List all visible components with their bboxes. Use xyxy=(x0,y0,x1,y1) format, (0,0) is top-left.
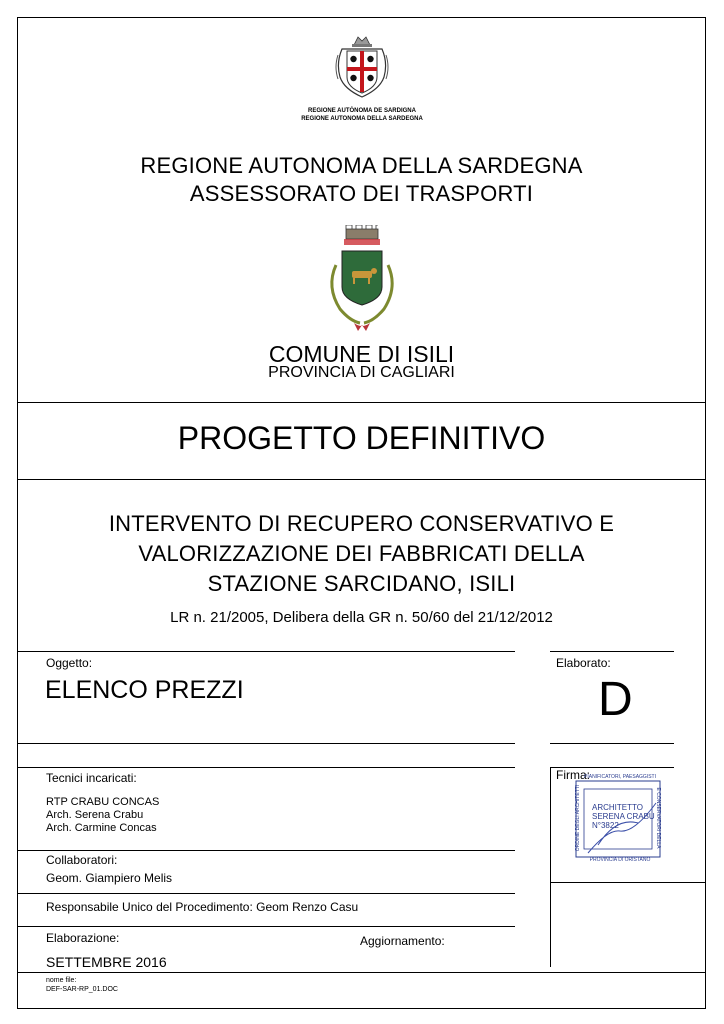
isili-coat-of-arms-icon xyxy=(322,225,402,335)
tecnico-name: Arch. Serena Crabu xyxy=(46,809,144,821)
collaboratori-label: Collaboratori: xyxy=(46,853,118,867)
separator xyxy=(17,926,515,927)
region-title: REGIONE AUTONOMA DELLA SARDEGNA xyxy=(140,153,583,178)
tecnici-list xyxy=(46,796,159,835)
elaborato-value: D xyxy=(598,673,633,726)
project-title: PROGETTO DEFINITIVO xyxy=(177,420,546,456)
elaborazione-value: SETTEMBRE 2016 xyxy=(46,954,167,970)
stamp-name xyxy=(592,803,655,830)
stamp-right: E CONSERVATORI DELLA xyxy=(655,787,661,849)
subject-label: Oggetto: xyxy=(46,656,93,670)
sardinia-coat-of-arms-icon xyxy=(332,33,392,105)
firma-label: Firma: xyxy=(556,768,590,782)
stamp-top: PIANIFICATORI, PAESAGGISTI xyxy=(584,774,656,780)
separator xyxy=(17,850,515,851)
description-line-2: VALORIZZAZIONE DEI FABBRICATI DELLA xyxy=(138,541,585,566)
vertical-divider xyxy=(550,767,551,967)
separator xyxy=(17,651,515,652)
tecnico-name: RTP CRABU CONCAS xyxy=(46,796,160,808)
separator xyxy=(17,893,515,894)
province-title: PROVINCIA DI CAGLIARI xyxy=(268,364,455,381)
tecnico-name: Arch. Carmine Concas xyxy=(46,822,157,834)
description-line-1: INTERVENTO DI RECUPERO CONSERVATIVO E xyxy=(108,511,615,536)
elaborazione-label: Elaborazione: xyxy=(46,931,120,945)
stamp-title: ARCHITETTO xyxy=(592,803,643,812)
department-title: ASSESSORATO DEI TRASPORTI xyxy=(189,181,534,206)
stamp-person: SERENA CRABU xyxy=(592,812,655,821)
logo-caption-1: REGIONE AUTÒNOMA DE SARDIGNA xyxy=(308,108,416,114)
file-name: DEF-SAR-RP_01.DOC xyxy=(46,986,118,993)
logo-caption-2: REGIONE AUTONOMA DELLA SARDEGNA xyxy=(301,116,423,122)
rup: Responsabile Unico del Procedimento: Geom Renzo Casu xyxy=(46,900,359,914)
separator xyxy=(17,743,515,744)
collaboratore-name: Geom. Giampiero Melis xyxy=(46,871,173,885)
separator xyxy=(550,882,706,883)
separator xyxy=(17,402,706,403)
elaborato-label: Elaborato: xyxy=(556,656,611,670)
stamp-left: ORDINE DEGLI ARCHITETTI xyxy=(575,784,581,852)
stamp-number: N°3822 xyxy=(592,821,619,830)
separator xyxy=(550,743,674,744)
file-label: nome file: xyxy=(46,977,77,984)
legal-reference: LR n. 21/2005, Delibera della GR n. 50/60 del 21/12/2012 xyxy=(170,609,553,626)
separator xyxy=(17,767,515,768)
professional-stamp xyxy=(568,773,668,865)
description-line-3: STAZIONE SARCIDANO, ISILI xyxy=(207,571,516,596)
tecnici-label: Tecnici incaricati: xyxy=(46,771,137,785)
separator xyxy=(550,651,674,652)
aggiornamento-label: Aggiornamento: xyxy=(360,934,445,948)
stamp-bottom: PROVINCIA DI ORISTANO xyxy=(589,857,651,863)
separator xyxy=(17,479,706,480)
separator xyxy=(17,972,706,973)
municipality-title: COMUNE DI ISILI xyxy=(268,341,455,367)
subject-value: ELENCO PREZZI xyxy=(45,676,244,704)
